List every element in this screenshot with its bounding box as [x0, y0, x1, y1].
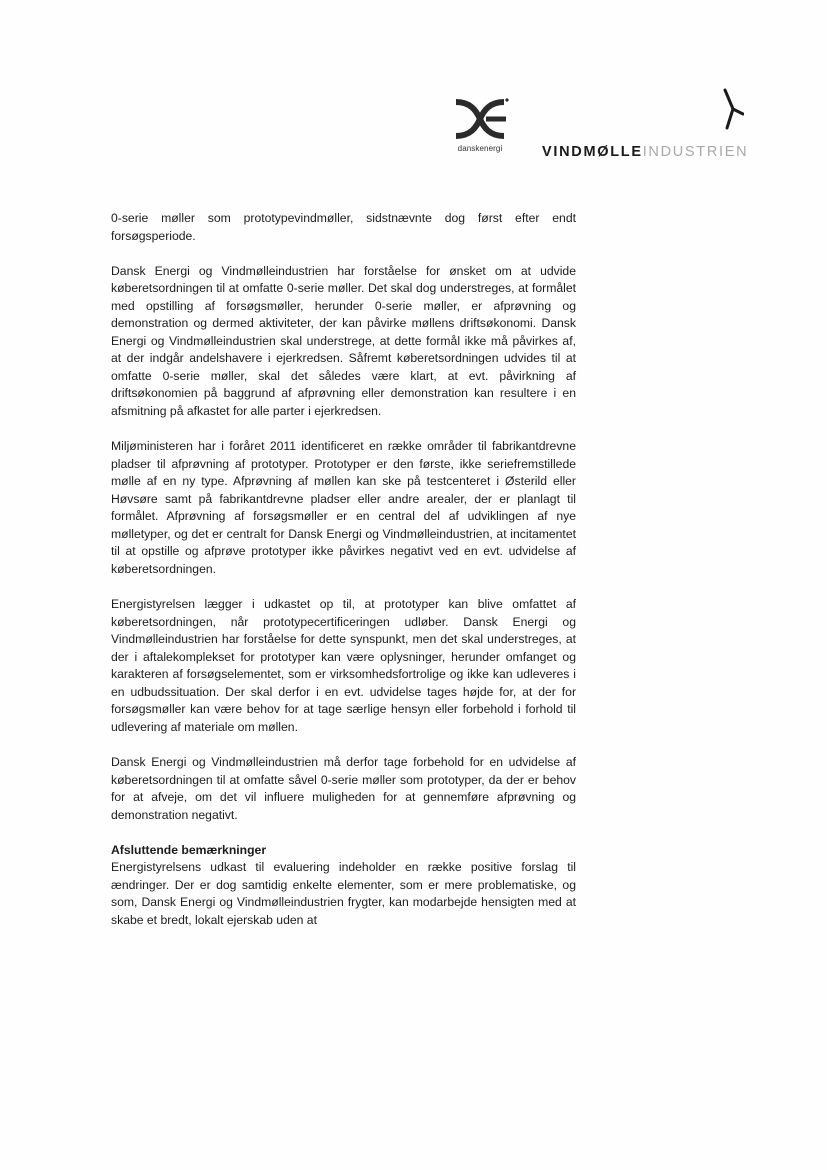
dansk-energi-logo-text: danskenergi [457, 144, 503, 153]
document-body [111, 210, 576, 929]
paragraph: 0-serie møller som prototypevindmøller, sidstnævnte dog først efter endt forsøgsperiode. [111, 211, 576, 243]
paragraph: Energistyrelsens udkast til evaluering indeholder en række positive forslag til ændringer. Der er dog samtidig enkelte elementer, som er mere problematiske, og som, Dansk Energi og Vindmølleindustrien frygter, kan modarbejde hensigten med at skabe et bredt, lokalt ejerskab uden at [111, 860, 576, 927]
paragraph: Dansk Energi og Vindmølleindustrien har forståelse for ønsket om at udvide køberetsordningen til at omfatte 0-serie møller. Det skal dog understreges, at formålet med opstilling af forsøgsmøller, herunder 0-serie møller, er afprøvning og demonstration og dermed aktiviteter, der kan påvirke møllens driftsøkonomi. Dansk Energi og Vindmølleindustrien skal understrege, at dette formål ikke må påvirkes af, at der indgår andelshavere i ejerkredsen. Såfremt køberetsordningen udvides til at omfatte 0-serie møller, skal det således være klart, at evt. påvirkning af driftsøkonomien på baggrund af afprøvning eller demonstration kan resultere i en afsmitning på afkastet for alle parter i ejerkredsen. [111, 263, 576, 419]
vindmolleindustrien-wordmark [542, 144, 748, 160]
wind-turbine-icon [722, 88, 744, 134]
paragraph: Energistyrelsen lægger i udkastet op til, at prototyper kan blive omfattet af køberetsordningen, når prototypecertificeringen udløber. Dansk Energi og Vindmølleindustrien har forståelse for dette synspunkt, men det skal understreges, at der i aftalekomplekset for prototyper kan være oplysninger, herunder omfanget og karakteren af forsøgselementet, som er virksomhedsfortrolige og ikke kan udleveres i en udbudssituation. Der skal derfor i en evt. udvidelse tages højde for, at der for forsøgsmøller kan være behov for at tage særlige hensyn eller forbehold i forhold til udlevering af materiale om møllen. [111, 597, 576, 734]
dansk-energi-logo [450, 96, 512, 160]
section-heading: Afsluttende bemærkninger [111, 842, 267, 857]
paragraph: Miljøministeren har i foråret 2011 identificeret en række områder til fabrikantdrevne pladser til afprøvning af prototyper. Prototyper er den første, ikke seriefremstillede mølle af en ny type. Afprøvning af møllen kan ske på testcenteret i Østerild eller Høvsøre samt på fabrikantdrevne pladser eller andre arealer, der er planlagt til formålet. Afprøvning af forsøgsmøller er en central del af udviklingen af nye mølletyper, og det er centralt for Dansk Energi og Vindmølleindustrien, at incitamentet til at opstille og afprøve prototyper ikke påvirkes negativt ved en evt. udvidelse af køberetsordningen. [111, 439, 576, 576]
wordmark-bold-part: VINDMØLLE [542, 144, 643, 160]
vindmolleindustrien-logo [542, 88, 749, 162]
paragraph: Dansk Energi og Vindmølleindustrien må derfor tage forbehold for en udvidelse af køberetsordningen til at omfatte såvel 0-serie møller som prototyper, da der er behov for at afveje, om det vil influere muligheden for at gennemføre afprøvning og demonstration negativt. [111, 754, 576, 822]
dansk-energi-emblem-icon [450, 96, 510, 142]
wordmark-light-part: INDUSTRIEN [642, 144, 749, 160]
